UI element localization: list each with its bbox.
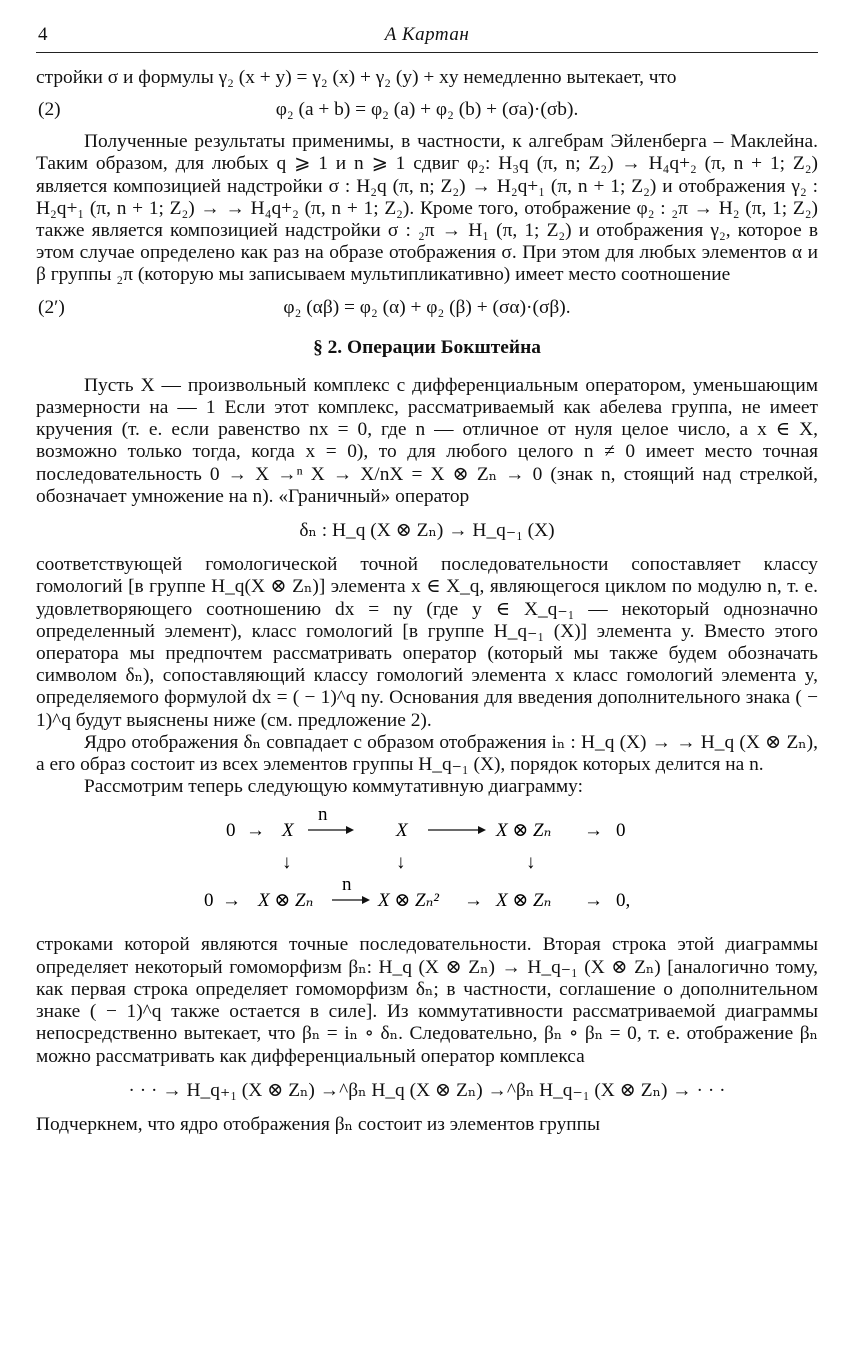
diagram-arrow-head — [362, 896, 370, 904]
down-arrow: ↓ — [282, 852, 292, 874]
equation-label: (2′) — [38, 296, 65, 318]
diagram-arrow-head — [346, 826, 354, 834]
diagram-arrow: → — [464, 890, 483, 912]
equation-2 — [36, 95, 818, 125]
diagram-node: X ⊗ Zₙ² — [378, 890, 439, 912]
running-title: А Картан — [384, 24, 470, 45]
diagram-arrow: → — [584, 890, 603, 912]
paragraph-1: Полученные результаты применимы, в частности, к алгебрам Эйленберга – Маклейна. Таким образом, для любых q ⩾ 1 и n ⩾ 1 сдвиг φ₂: H₃q (π, n; Z₂) → H₄q+₂ (π, n + 1; Z₂) является композицией надстройки σ : H₂q (π, n; Z₂) → H₂q+₁ (π, n + 1; Z₂) и отображения γ₂ : H₂q+₁ (π, n + 1; Z₂) → → H₄q+₂ (π, n + 1; Z₂). Кроме того, отображение φ₂ : ₂π → H₂ (π, 1; Z₂) также является композицией надстройки σ : ₂π → H₁ (π, 1; Z₂) и отображения γ₂, которое в этом случае определено как раз на образе отображения σ. При этом для любых элементов α и β группы ₂π (которую мы записываем мультипликативно) имеет место соотношение — [36, 131, 818, 286]
down-arrow: ↓ — [526, 852, 536, 874]
diagram-arrow: → — [222, 890, 241, 912]
equation-body: φ₂ (a + b) = φ₂ (a) + φ₂ (b) + (σa)·(σb). — [275, 99, 579, 121]
diagram-arrow-head — [478, 826, 486, 834]
diagram-node: 0, — [616, 890, 631, 912]
equation-label: (2) — [38, 99, 61, 121]
paragraph-2: Пусть X — произвольный комплекс с дифференциальным оператором, уменьшающим размерности на — 1 Если этот комплекс, рассматриваемый как абелева группа, не имеет кручения (т. е. если равенство nx = 0, где n — отличное от нуля целое число, а x ∈ X, возможно только тогда, когда x = 0), то для любого целого n ≠ 0 имеет место точная последовательность 0 → X →ⁿ X → X/nX = X ⊗ Zₙ → 0 (знак n, стоящий над стрелкой, обозначает умножение на n). «Граничный» оператор — [36, 374, 818, 507]
paragraph-6: строками которой являются точные последовательности. Вторая строка этой диаграммы определяет некоторый гомоморфизм βₙ: H_q (X ⊗ Zₙ) → H_q₋₁ (X ⊗ Zₙ) [аналогично тому, как первая строка определяет гомоморфизм δₙ; в частности, соглашение о дополнительном знаке ( − 1)^q также остается в силе]. Из коммутативности рассматриваемой диаграммы непосредственно вытекает, что βₙ = iₙ ∘ δₙ. Следовательно, βₙ ∘ βₙ = 0, т. е. отображение βₙ можно рассматривать как дифференциальный оператор комплекса — [36, 934, 818, 1067]
equation-sequence: · · · → H_q₊₁ (X ⊗ Zₙ) →^βₙ H_q (X ⊗ Zₙ) →^βₙ H_q₋₁ (X ⊗ Zₙ) → · · · — [128, 1079, 726, 1101]
paragraph-3: соответствующей гомологической точной последовательности сопоставляет классу гомологий [в группе H_q(X ⊗ Zₙ)] элемента x ∈ X_q, являющегося циклом по модулю n, т. е. удовлетворяющего соотношению dx = ny (где y ∈ X_q₋₁ — некоторый однозначно определенный элемент), класс гомологий [в группе H_q₋₁ (X)] элемента y. Вместо этого оператора мы предпочтем рассматривать оператор (который мы также будем обозначать символом δₙ), сопоставляющий классу гомологий элемента x класс гомологий элемента y, определяемого формулой dx = ( − 1)^q ny. Основания для введения дополнительного знака ( − 1)^q будут выяснены ниже (см. предложение 2). — [36, 554, 818, 731]
diagram-node: X ⊗ Zₙ — [496, 890, 552, 912]
equation-2-prime — [36, 293, 818, 323]
paragraph-0: стройки σ и формулы γ₂ (x + y) = γ₂ (x) + γ₂ (y) + xy немедленно вытекает, что — [36, 67, 677, 88]
book-page — [36, 22, 818, 1136]
paragraph-7: Подчеркнем, что ядро отображения βₙ состоит из элементов группы — [36, 1113, 601, 1135]
paragraph-5: Рассмотрим теперь следующую коммутативную диаграмму: — [84, 776, 584, 798]
commutative-diagram — [36, 808, 818, 920]
diagram-node: 0 — [616, 820, 626, 842]
page-header — [36, 22, 818, 53]
diagram-arrow: → — [246, 820, 265, 842]
paragraph-4: Ядро отображения δₙ совпадает с образом отображения iₙ : H_q (X) → → H_q (X ⊗ Zₙ), а его образ состоит из всех элементов группы H_q₋₁ (X), порядок которых делится на n. — [36, 731, 818, 776]
page-number: 4 — [38, 24, 48, 45]
equation-body: φ₂ (αβ) = φ₂ (α) + φ₂ (β) + (σα)·(σβ). — [283, 296, 571, 318]
down-arrow: ↓ — [396, 852, 406, 874]
diagram-node: 0 — [226, 820, 236, 842]
diagram-arrow: → — [584, 820, 603, 842]
section-heading: § 2. Операции Бокштейна — [313, 336, 541, 358]
diagram-node: 0 — [204, 890, 214, 912]
diagram-arrow-label: n — [342, 874, 352, 896]
diagram-node: X — [282, 820, 294, 842]
diagram-svg — [36, 808, 818, 920]
diagram-node: X ⊗ Zₙ — [496, 820, 552, 842]
diagram-node: X ⊗ Zₙ — [258, 890, 314, 912]
equation-delta: δₙ : H_q (X ⊗ Zₙ) → H_q₋₁ (X) — [299, 520, 555, 542]
page-content — [36, 67, 818, 1136]
diagram-node: X — [396, 820, 408, 842]
diagram-arrow-label: n — [318, 808, 328, 826]
